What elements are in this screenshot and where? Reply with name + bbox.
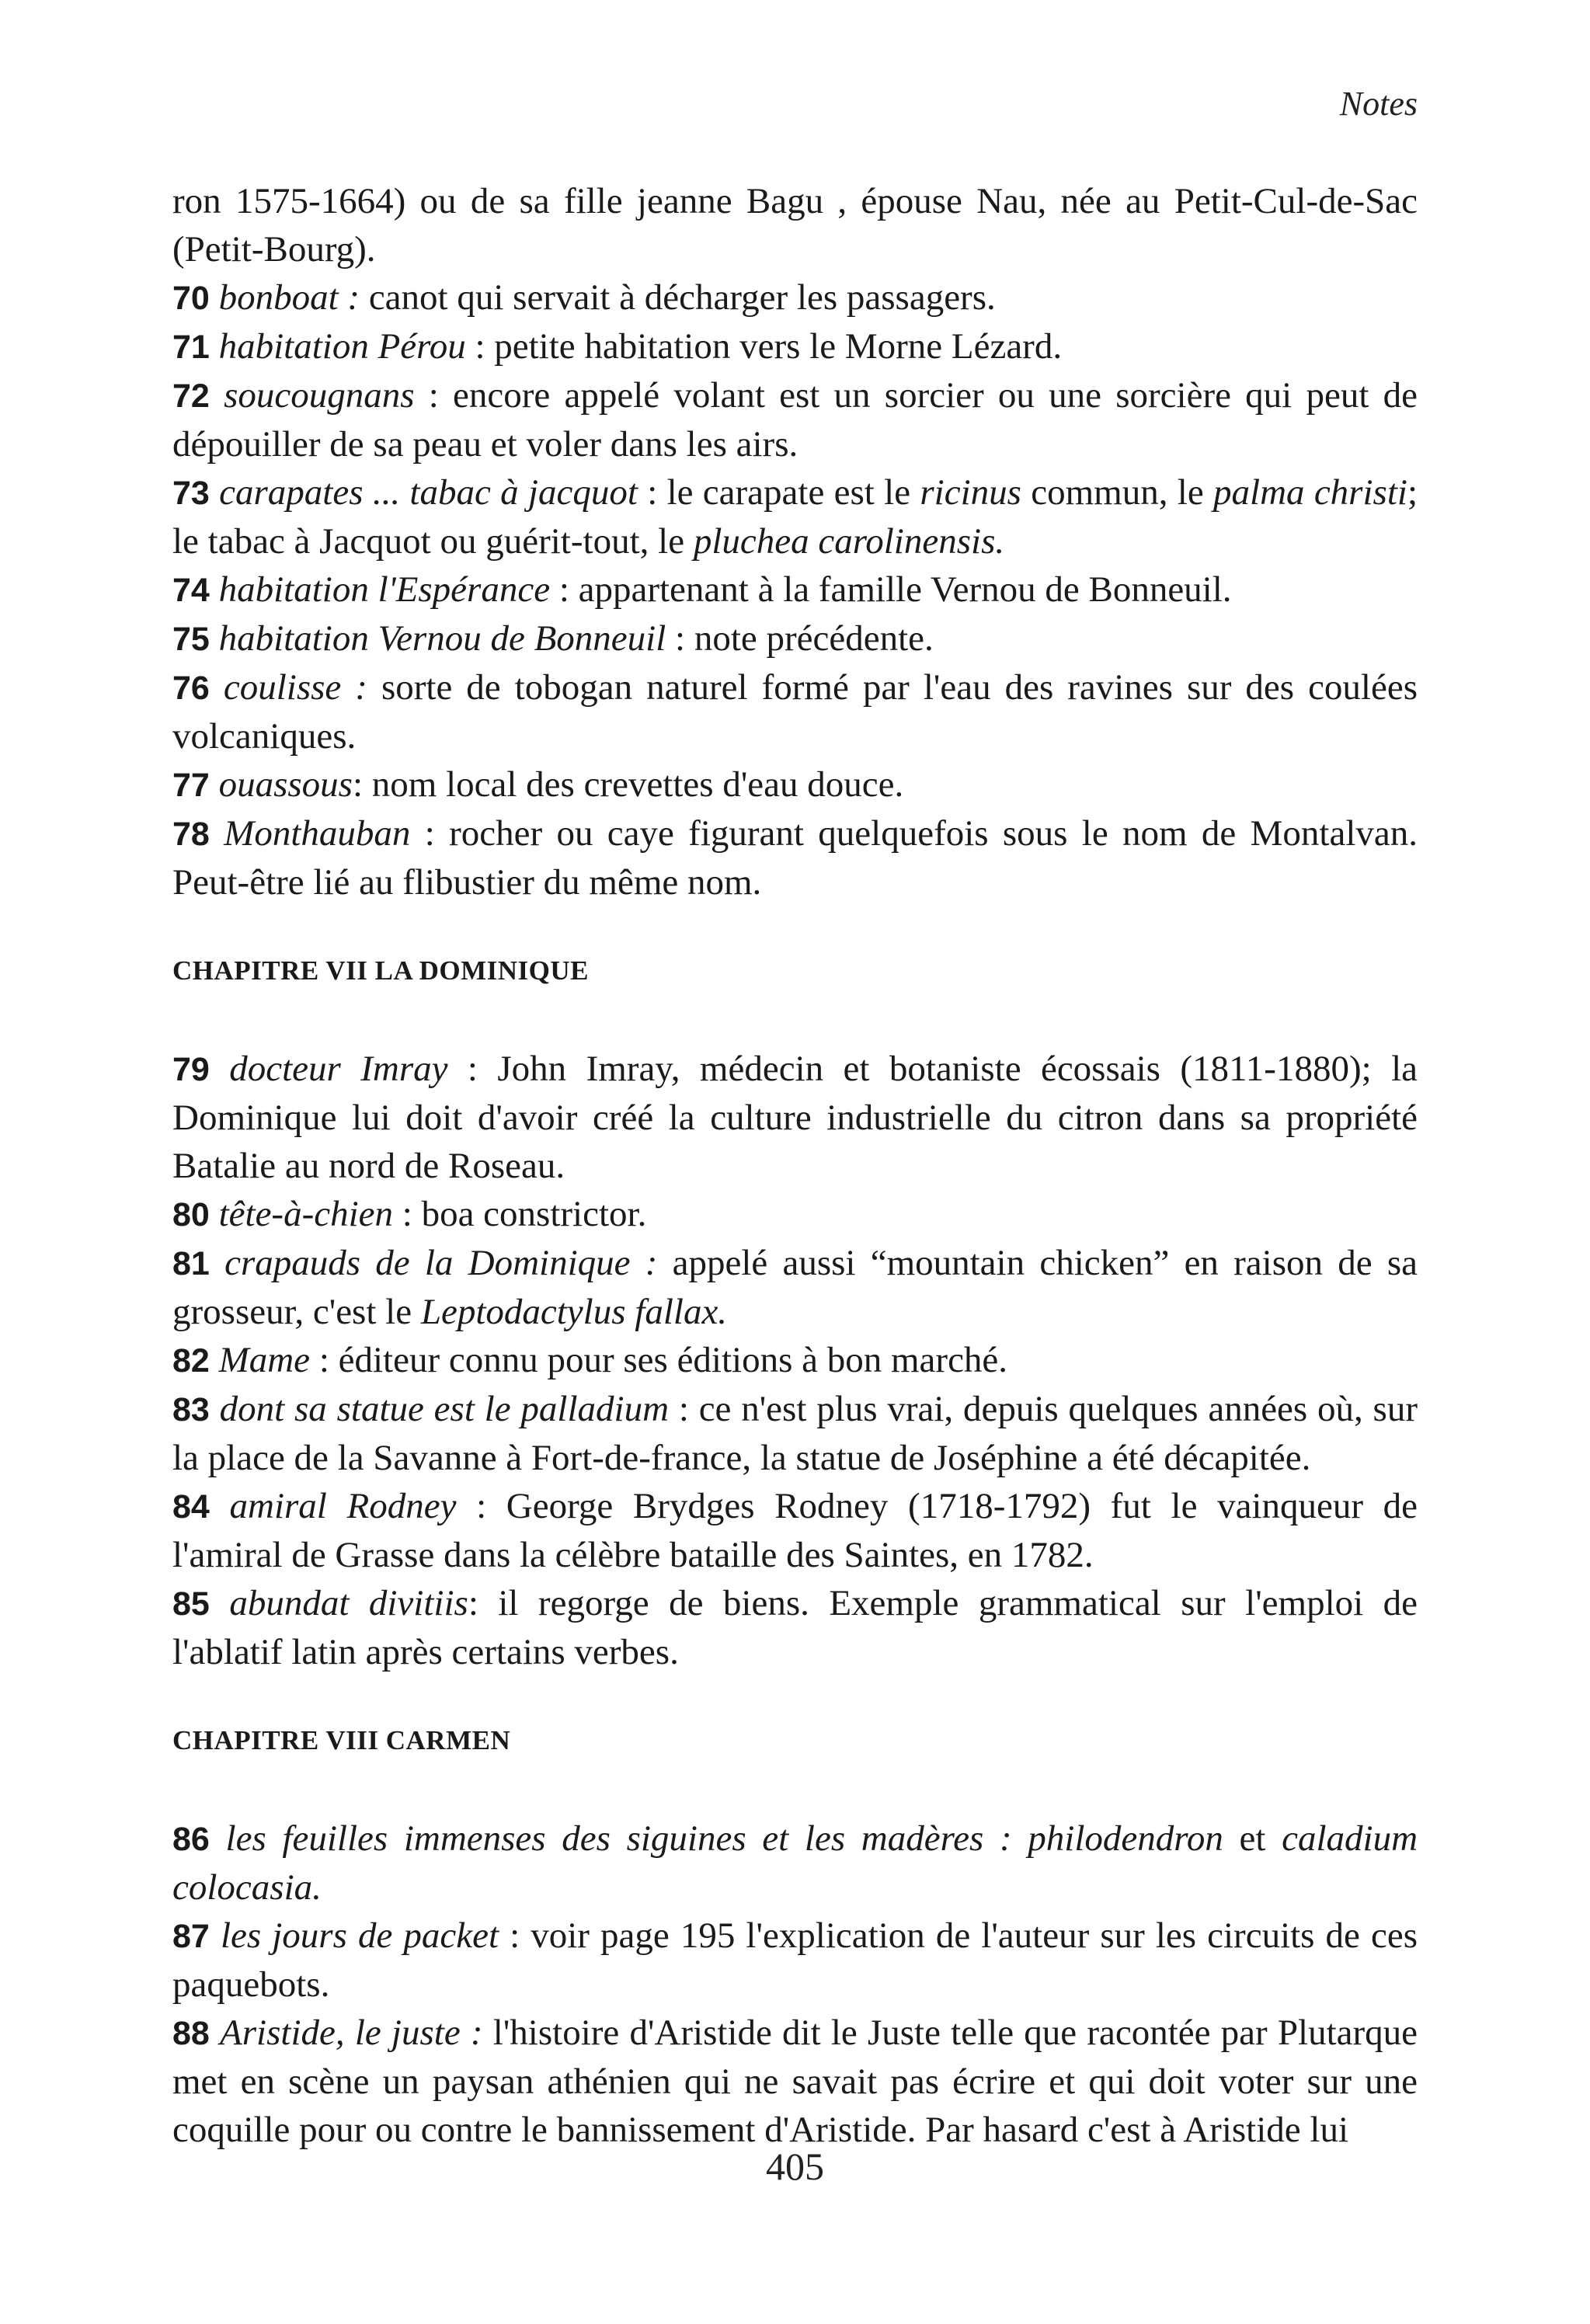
note-term: ouassous <box>218 764 353 805</box>
note-term: les feuilles immenses des siguines et les madères : <box>225 1818 1012 1859</box>
note-item <box>172 760 1418 809</box>
note-number: 78 <box>172 816 210 853</box>
note-text: ; le tabac à Jacquot ou guérit-tout, le <box>172 472 1418 562</box>
note-term: bonboat : <box>218 277 360 318</box>
note-term: carapates ... tabac à jacquot <box>219 472 638 513</box>
note-item <box>172 468 1418 565</box>
note-number: 88 <box>172 2015 210 2052</box>
note-text <box>1012 1818 1028 1859</box>
note-term: Aristide, le juste : <box>220 2013 483 2053</box>
note-text: appelé aussi “mountain chicken” en raison de sa grosseur, c'est le <box>172 1243 1418 1332</box>
running-head: Notes <box>1339 85 1418 123</box>
note-number: 73 <box>172 475 210 512</box>
note-term: Monthauban <box>224 813 411 854</box>
note-number: 87 <box>172 1918 210 1955</box>
note-item <box>172 273 1418 322</box>
note-item <box>172 1239 1418 1336</box>
note-item <box>172 1579 1418 1676</box>
note-text: : il regorge de biens. Exemple grammatical sur l'emploi de l'ablatif latin après certains verbes. <box>172 1583 1418 1672</box>
note-text: : voir page 195 l'explication de l'auteur sur les circuits de ces paquebots. <box>172 1915 1418 2005</box>
note-number: 85 <box>172 1585 210 1623</box>
note-italic: ricinus <box>920 472 1021 513</box>
note-text: : petite habitation vers le Morne Lézard. <box>465 326 1063 367</box>
note-number: 72 <box>172 377 210 415</box>
note-text: : encore appelé volant est un sorcier ou une sorcière qui peut de dépouiller de sa peau et voler dans les airs. <box>172 375 1418 464</box>
note-number: 80 <box>172 1196 210 1233</box>
note-item <box>172 2009 1418 2154</box>
note-italic: palma christi <box>1213 472 1407 513</box>
note-item <box>172 1336 1418 1385</box>
note-number: 77 <box>172 767 210 804</box>
note-number: 71 <box>172 329 210 366</box>
note-term: abundat divitiis <box>229 1583 468 1623</box>
note-item <box>172 1385 1418 1482</box>
note-number: 84 <box>172 1488 210 1526</box>
note-text: : note précédente. <box>666 618 934 659</box>
note-text: : boa constrictor. <box>393 1194 647 1234</box>
note-number: 81 <box>172 1245 210 1282</box>
note-term: Mame <box>218 1340 311 1380</box>
note-italic: philodendron <box>1028 1818 1223 1859</box>
note-term: habitation Vernou de Bonneuil <box>218 618 666 659</box>
note-term: habitation l'Espérance <box>218 569 551 610</box>
note-text: : éditeur connu pour ses éditions à bon marché. <box>310 1340 1008 1380</box>
note-text: : George Brydges Rodney (1718-1792) fut le vainqueur de l'amiral de Grasse dans la célèbre bataille des Saintes, en 1782. <box>172 1486 1418 1575</box>
note-italic: caladium colocasia. <box>172 1818 1418 1908</box>
note-number: 83 <box>172 1391 210 1428</box>
note-text: sorte de tobogan naturel formé par l'eau des ravines sur des coulées volcaniques. <box>172 667 1418 757</box>
note-term: dont sa statue est le palladium <box>219 1389 670 1429</box>
note-term: amiral Rodney <box>229 1486 457 1526</box>
note-item <box>172 371 1418 468</box>
note-term: crapauds de la Dominique : <box>224 1243 658 1283</box>
note-italic: Leptodactylus fallax. <box>420 1292 728 1332</box>
note-text: l'histoire d'Aristide dit le Juste telle que racontée par Plutarque met en scène un paysan athénien qui ne savait pas écrire et qui doit voter sur une coquille pour ou contre le bannissement d'Aristide. Par hasard c'est à Aristide lui <box>172 2013 1418 2150</box>
note-number: 86 <box>172 1821 210 1858</box>
note-term: docteur Imray <box>229 1049 448 1089</box>
note-text: : rocher ou caye figurant quelquefois sous le nom de Montalvan. Peut-être lié au flibustier du même nom. <box>172 813 1418 903</box>
page-number: 405 <box>766 2145 824 2188</box>
note-text: : John Imray, médecin et botaniste écossais (1811-1880); la Dominique lui doit d'avoir créé la culture industrielle du citron dans sa propriété Batalie au nord de Roseau. <box>172 1049 1418 1186</box>
note-text: canot qui servait à décharger les passagers. <box>360 277 996 318</box>
continued-note: ron 1575-1664) ou de sa fille jeanne Bagu , épouse Nau, née au Petit-Cul-de-Sac (Petit-Bourg). <box>172 181 1418 270</box>
note-item <box>172 614 1418 663</box>
note-term: coulisse : <box>223 667 367 708</box>
note-item <box>172 663 1418 760</box>
note-term: habitation Pérou <box>218 326 466 367</box>
note-item <box>172 1045 1418 1190</box>
note-number: 70 <box>172 280 210 317</box>
note-number: 82 <box>172 1342 210 1379</box>
notes-list <box>172 1045 1418 1676</box>
note-number: 75 <box>172 621 210 658</box>
note-item <box>172 1912 1418 2009</box>
chapter-heading: CHAPITRE VIII CARMEN <box>172 1725 511 1755</box>
note-text: : appartenant à la famille Vernou de Bonneuil. <box>550 569 1232 610</box>
note-number: 76 <box>172 670 210 707</box>
note-item <box>172 322 1418 371</box>
note-text: : le carapate est le <box>637 472 920 513</box>
note-item <box>172 1190 1418 1239</box>
note-text: commun, le <box>1021 472 1214 513</box>
note-item <box>172 1482 1418 1579</box>
notes-list <box>172 1814 1418 2154</box>
chapter-heading: CHAPITRE VII LA DOMINIQUE <box>172 955 589 986</box>
note-term: soucougnans <box>224 375 415 416</box>
notes-list <box>172 273 1418 906</box>
note-item <box>172 1814 1418 1912</box>
note-number: 79 <box>172 1051 210 1088</box>
note-term: tête-à-chien <box>218 1194 394 1234</box>
note-text: : ce n'est plus vrai, depuis quelques années où, sur la place de la Savanne à Fort-de-france, la statue de Joséphine a été décapitée. <box>172 1389 1418 1478</box>
note-italic: pluchea carolinensis. <box>693 521 1005 562</box>
note-text: : nom local des crevettes d'eau douce. <box>352 764 904 805</box>
note-term: les jours de packet <box>220 1915 499 1956</box>
note-number: 74 <box>172 572 210 609</box>
notes-text <box>172 177 1418 2154</box>
note-text: et <box>1223 1818 1282 1859</box>
note-item <box>172 809 1418 906</box>
note-item <box>172 565 1418 614</box>
